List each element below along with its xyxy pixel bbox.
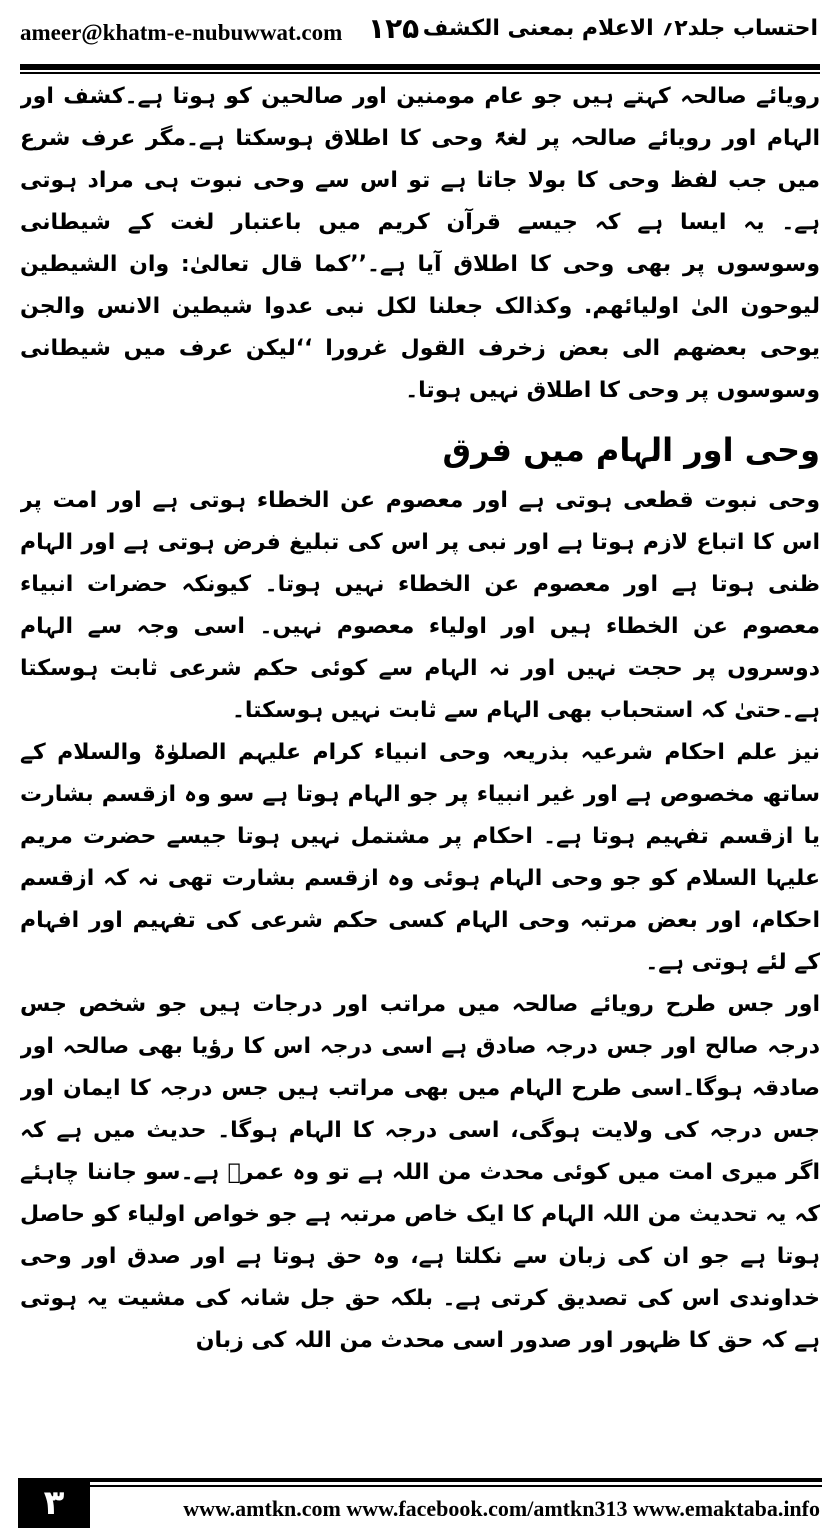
page-footer [0,1470,840,1540]
paragraph-ranks: اور جس طرح رویائے صالحہ میں مراتب اور درجات ہیں جو شخص جس درجہ صالح اور جس درجہ صادق ہے اسی درجہ اس کا رؤیا بھی صالحہ اور صادقہ ہوگا۔اسی طرح الہام میں بھی مراتب ہیں جس درجہ کا ایمان اور جس درجہ کی ولایت ہوگی، اسی درجہ کا الہام ہوگا۔ حدیث میں ہے کہ اگر میری امت میں کوئی محدث من اللہ ہے تو وہ عمرؓ ہے۔سو جاننا چاہئے کہ یہ تحدیث من اللہ الہام کا ایک خاص مرتبہ ہے جو خواص اولیاء کو حاصل ہوتا ہے جو ان کی زبان سے نکلتا ہے، وہ حق ہوتا ہے اور صدق اور وحی خداوندی اس کی تصدیق کرتی ہے۔ بلکہ حق جل شانہ کی مشیت یہ ہوتی ہے کہ حق کا ظہور اور صدور اسی محدث من اللہ کی زبان [20,992,820,1353]
footer-links: www.amtkn.com www.facebook.com/amtkn313 www.emaktaba.info [183,1496,820,1521]
footer-rule-thin [90,1485,822,1487]
footer-page-number: ۳ [18,1478,90,1528]
page-header [0,0,840,78]
header-rule-thin [20,72,820,74]
paragraph-intro: رویائے صالحہ کہتے ہیں جو عام مومنین اور صالحین کو ہوتا ہے۔کشف اور الہام اور رویائے صالحہ پر لغۃً وحی کا اطلاق ہوسکتا ہے۔مگر عرف شرع میں جب لفظ وحی کا بولا جاتا ہے تو اس سے وحی نبوت ہی مراد ہوتی ہے۔ یہ ایسا ہے کہ جیسے قرآن کریم میں باعتبار لغت کے شیطانی وسوسوں پر بھی وحی کا اطلاق آیا ہے۔’’کما قال تعالیٰ: وان الشیطین لیوحون الیٰ اولیائھم. وکذالک جعلنا لکل نبی عدوا شیطین الانس والجن یوحی بعضھم الی بعض زخرف القول غرورا ‘‘لیکن عرف میں شیطانی وسوسوں پر وحی کا اطلاق نہیں ہوتا۔ [20,84,820,403]
header-book-title: احتساب جلد۲؍ الاعلام بمعنی الکشف [422,16,818,41]
section-heading: وحی اور الہام میں فرق [442,431,820,469]
header-email: ameer@khatm-e-nubuwwat.com [20,20,343,45]
header-rule-thick [20,64,820,70]
paragraph-difference: وحی نبوت قطعی ہوتی ہے اور معصوم عن الخطاء ہوتی ہے اور امت پر اس کا اتباع لازم ہوتا ہے اور نبی پر اس کی تبلیغ فرض ہوتی ہے اور الہام ظنی ہوتا ہے اور معصوم عن الخطاء نہیں ہوتا۔ کیونکہ حضرات انبیاء معصوم عن الخطاء ہیں اور اولیاء معصوم نہیں۔ اسی وجہ سے الہام دوسروں پر حجت نہیں اور نہ الہام سے کوئی حکم شرعی ثابت ہوسکتا ہے۔حتیٰ کہ استحباب بھی الہام سے ثابت نہیں ہوسکتا۔ [20,488,820,723]
paragraph-prophets: نیز علم احکام شرعیہ بذریعہ وحی انبیاء کرام علیہم الصلوٰۃ والسلام کے ساتھ مخصوص ہے اور غیر انبیاء پر جو الہام ہوتا ہے سو وہ ازقسم بشارت یا ازقسم تفہیم ہوتا ہے۔ احکام پر مشتمل نہیں ہوتا جیسے حضرت مریم علیہا السلام کو جو وحی الہام ہوئی وہ ازقسم بشارت تھی نہ کہ ازقسم احکام، اور بعض مرتبہ وحی الہام کسی حکم شرعی کی تفہیم اور افہام کے لئے ہوتی ہے۔ [20,740,820,975]
header-page-number: ۱۲۵ [368,12,420,45]
footer-rule-thick [90,1478,822,1482]
page-body [20,76,820,1466]
